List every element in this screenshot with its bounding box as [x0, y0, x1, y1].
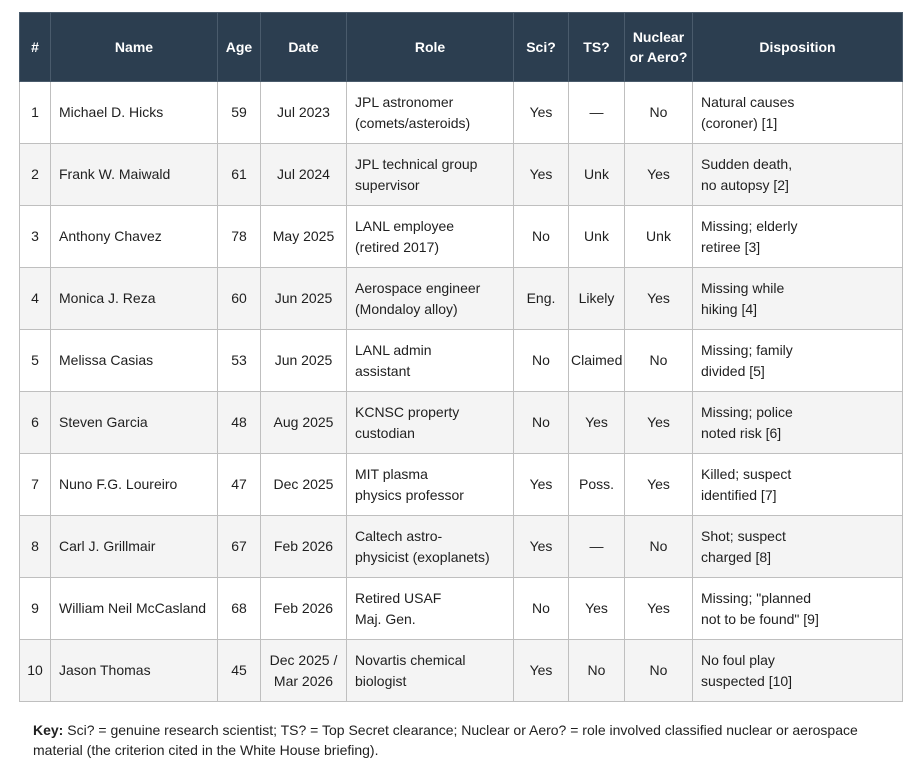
key-text: Sci? = genuine research scientist; TS? = Top Secret clearance; Nuclear or Aero? = role involved classified nuclear or aerospace material (the criterion cited in the White House briefing).: [33, 722, 858, 758]
cell-role-line1: JPL technical group: [355, 156, 478, 172]
cell-ts: Unk: [569, 144, 625, 206]
cell-disposition-line1: No foul play: [701, 652, 775, 668]
cell-name: Steven Garcia: [51, 392, 218, 454]
cell-disposition-line2: retiree [3]: [701, 238, 761, 255]
cell-num: 8: [20, 516, 51, 578]
table-row: [20, 454, 903, 516]
cell-ts: Likely: [569, 268, 625, 330]
cell-role: [347, 330, 514, 392]
cell-num: 5: [20, 330, 51, 392]
header-name: Name: [51, 13, 218, 82]
cell-disposition: [693, 268, 903, 330]
cell-disposition: [693, 206, 903, 268]
cell-role-line2: (comets/asteroids): [355, 114, 471, 131]
cell-sci: No: [514, 578, 569, 640]
cell-role-line1: LANL admin: [355, 342, 432, 358]
cell-date: [261, 206, 347, 268]
cell-date: [261, 640, 347, 702]
header-nuclear-aero: [625, 13, 693, 82]
cell-sci: No: [514, 392, 569, 454]
cell-num: 6: [20, 392, 51, 454]
table-row: [20, 578, 903, 640]
cell-date: [261, 268, 347, 330]
header-nuclear-line2: or Aero?: [629, 49, 688, 65]
cell-date-line1: Feb 2026: [273, 538, 334, 555]
cell-num: 3: [20, 206, 51, 268]
cell-name: Nuno F.G. Loureiro: [51, 454, 218, 516]
cell-ts: No: [569, 640, 625, 702]
cell-role: [347, 640, 514, 702]
cell-age: 59: [218, 82, 261, 144]
cell-role-line1: MIT plasma: [355, 466, 428, 482]
cell-role: [347, 454, 514, 516]
table-row: [20, 330, 903, 392]
cell-disposition-line2: not to be found" [9]: [701, 610, 819, 627]
cell-date: [261, 330, 347, 392]
header-sci: Sci?: [514, 13, 569, 82]
cell-disposition-line1: Natural causes: [701, 94, 795, 110]
cell-nuclear-aero: No: [625, 640, 693, 702]
cell-disposition-line1: Killed; suspect: [701, 466, 792, 482]
cell-disposition-line1: Missing while: [701, 280, 785, 296]
cell-sci: Yes: [514, 640, 569, 702]
cell-role-line2: biologist: [355, 672, 407, 689]
cell-disposition: [693, 330, 903, 392]
cell-disposition-line2: noted risk [6]: [701, 424, 782, 441]
cell-name: Carl J. Grillmair: [51, 516, 218, 578]
cell-date-line1: Dec 2025: [273, 476, 334, 493]
cell-role-line2: custodian: [355, 424, 415, 441]
table-row: [20, 144, 903, 206]
cell-name: Anthony Chavez: [51, 206, 218, 268]
cell-date-line2: Mar 2026: [273, 672, 334, 689]
cell-date: [261, 392, 347, 454]
cell-role: [347, 578, 514, 640]
cell-role-line1: LANL employee: [355, 218, 455, 234]
table-header: [20, 13, 903, 82]
cell-nuclear-aero: Yes: [625, 268, 693, 330]
cell-disposition: [693, 640, 903, 702]
header-age: Age: [218, 13, 261, 82]
cell-role-line1: Retired USAF: [355, 590, 442, 606]
cell-date-line1: Jul 2023: [277, 104, 330, 121]
cell-sci: Yes: [514, 82, 569, 144]
cell-role-line1: Caltech astro-: [355, 528, 443, 544]
cell-role-line1: Novartis chemical: [355, 652, 466, 668]
header-ts: TS?: [569, 13, 625, 82]
cell-role-line2: Maj. Gen.: [355, 610, 416, 627]
cell-ts: —: [569, 516, 625, 578]
cell-role-line2: supervisor: [355, 176, 420, 193]
cell-age: 61: [218, 144, 261, 206]
cell-role: [347, 144, 514, 206]
cell-role-line2: physicist (exoplanets): [355, 548, 490, 565]
table-row: [20, 392, 903, 454]
cell-disposition-line1: Missing; elderly: [701, 218, 798, 234]
cell-date: [261, 578, 347, 640]
cell-disposition-line1: Missing; family: [701, 342, 793, 358]
cell-disposition-line1: Shot; suspect: [701, 528, 786, 544]
cell-age: 48: [218, 392, 261, 454]
cell-age: 47: [218, 454, 261, 516]
header-date: Date: [261, 13, 347, 82]
header-row: [20, 13, 903, 82]
cell-age: 60: [218, 268, 261, 330]
cell-date-line1: Jun 2025: [274, 352, 333, 369]
cell-ts: Poss.: [569, 454, 625, 516]
cell-disposition-line2: identified [7]: [701, 486, 777, 503]
table-row: [20, 516, 903, 578]
cell-role-line2: (Mondaloy alloy): [355, 300, 458, 317]
cases-table: [19, 12, 903, 702]
cell-age: 68: [218, 578, 261, 640]
cell-role: [347, 268, 514, 330]
cell-disposition-line1: Sudden death,: [701, 156, 793, 172]
table-row: [20, 640, 903, 702]
cell-num: 2: [20, 144, 51, 206]
cell-nuclear-aero: No: [625, 330, 693, 392]
cell-disposition-line2: hiking [4]: [701, 300, 758, 317]
cell-role: [347, 392, 514, 454]
cell-role: [347, 82, 514, 144]
table-body: [20, 82, 903, 702]
cell-sci: No: [514, 206, 569, 268]
header-role: Role: [347, 13, 514, 82]
cell-date-line1: Dec 2025 /: [269, 652, 338, 668]
header-num: #: [20, 13, 51, 82]
cell-date-line1: May 2025: [272, 228, 335, 245]
table-row: [20, 82, 903, 144]
cell-disposition-line2: suspected [10]: [701, 672, 793, 689]
cell-disposition: [693, 578, 903, 640]
cell-name: William Neil McCasland: [51, 578, 218, 640]
cell-name: Jason Thomas: [51, 640, 218, 702]
cell-nuclear-aero: Yes: [625, 454, 693, 516]
cell-date: [261, 82, 347, 144]
cell-num: 1: [20, 82, 51, 144]
cell-ts: Yes: [569, 578, 625, 640]
cell-disposition-line2: (coroner) [1]: [701, 114, 778, 131]
cell-role: [347, 516, 514, 578]
cell-ts: Claimed: [569, 330, 625, 392]
header-disposition: Disposition: [693, 13, 903, 82]
cell-age: 67: [218, 516, 261, 578]
cell-disposition: [693, 144, 903, 206]
cell-role-line2: (retired 2017): [355, 238, 440, 255]
cell-num: 10: [20, 640, 51, 702]
key-label: Key:: [33, 722, 64, 738]
cell-date-line1: Aug 2025: [273, 414, 334, 431]
cell-name: Frank W. Maiwald: [51, 144, 218, 206]
cell-age: 53: [218, 330, 261, 392]
cell-disposition-line2: no autopsy [2]: [701, 176, 789, 193]
cell-sci: Eng.: [514, 268, 569, 330]
cell-date: [261, 454, 347, 516]
cell-ts: Yes: [569, 392, 625, 454]
cell-disposition: [693, 454, 903, 516]
cell-role-line2: physics professor: [355, 486, 464, 503]
cell-age: 78: [218, 206, 261, 268]
cell-date-line1: Feb 2026: [273, 600, 334, 617]
cell-ts: Unk: [569, 206, 625, 268]
cell-nuclear-aero: Yes: [625, 578, 693, 640]
cell-disposition-line2: charged [8]: [701, 548, 772, 565]
table-row: [20, 206, 903, 268]
cell-role-line1: Aerospace engineer: [355, 280, 481, 296]
cell-age: 45: [218, 640, 261, 702]
cell-date: [261, 144, 347, 206]
cell-name: Michael D. Hicks: [51, 82, 218, 144]
cell-role-line1: JPL astronomer: [355, 94, 454, 110]
cell-role-line2: assistant: [355, 362, 411, 379]
key-note: [33, 720, 873, 760]
cell-name: Monica J. Reza: [51, 268, 218, 330]
header-nuclear-line1: Nuclear: [632, 29, 685, 45]
cell-sci: Yes: [514, 516, 569, 578]
cell-disposition-line1: Missing; police: [701, 404, 793, 420]
cell-sci: Yes: [514, 144, 569, 206]
cell-num: 9: [20, 578, 51, 640]
cell-nuclear-aero: No: [625, 82, 693, 144]
cell-role-line1: KCNSC property: [355, 404, 460, 420]
cell-ts: —: [569, 82, 625, 144]
cell-nuclear-aero: Yes: [625, 392, 693, 454]
cell-disposition-line2: divided [5]: [701, 362, 765, 379]
cell-nuclear-aero: Unk: [625, 206, 693, 268]
cell-disposition-line1: Missing; "planned: [701, 590, 812, 606]
cell-name: Melissa Casias: [51, 330, 218, 392]
cell-role: [347, 206, 514, 268]
cell-nuclear-aero: Yes: [625, 144, 693, 206]
cell-date-line1: Jul 2024: [277, 166, 330, 183]
cell-date: [261, 516, 347, 578]
cell-sci: No: [514, 330, 569, 392]
table-row: [20, 268, 903, 330]
cell-num: 4: [20, 268, 51, 330]
cell-sci: Yes: [514, 454, 569, 516]
cell-disposition: [693, 392, 903, 454]
cell-disposition: [693, 82, 903, 144]
cell-num: 7: [20, 454, 51, 516]
cell-nuclear-aero: No: [625, 516, 693, 578]
cell-disposition: [693, 516, 903, 578]
cell-date-line1: Jun 2025: [274, 290, 333, 307]
